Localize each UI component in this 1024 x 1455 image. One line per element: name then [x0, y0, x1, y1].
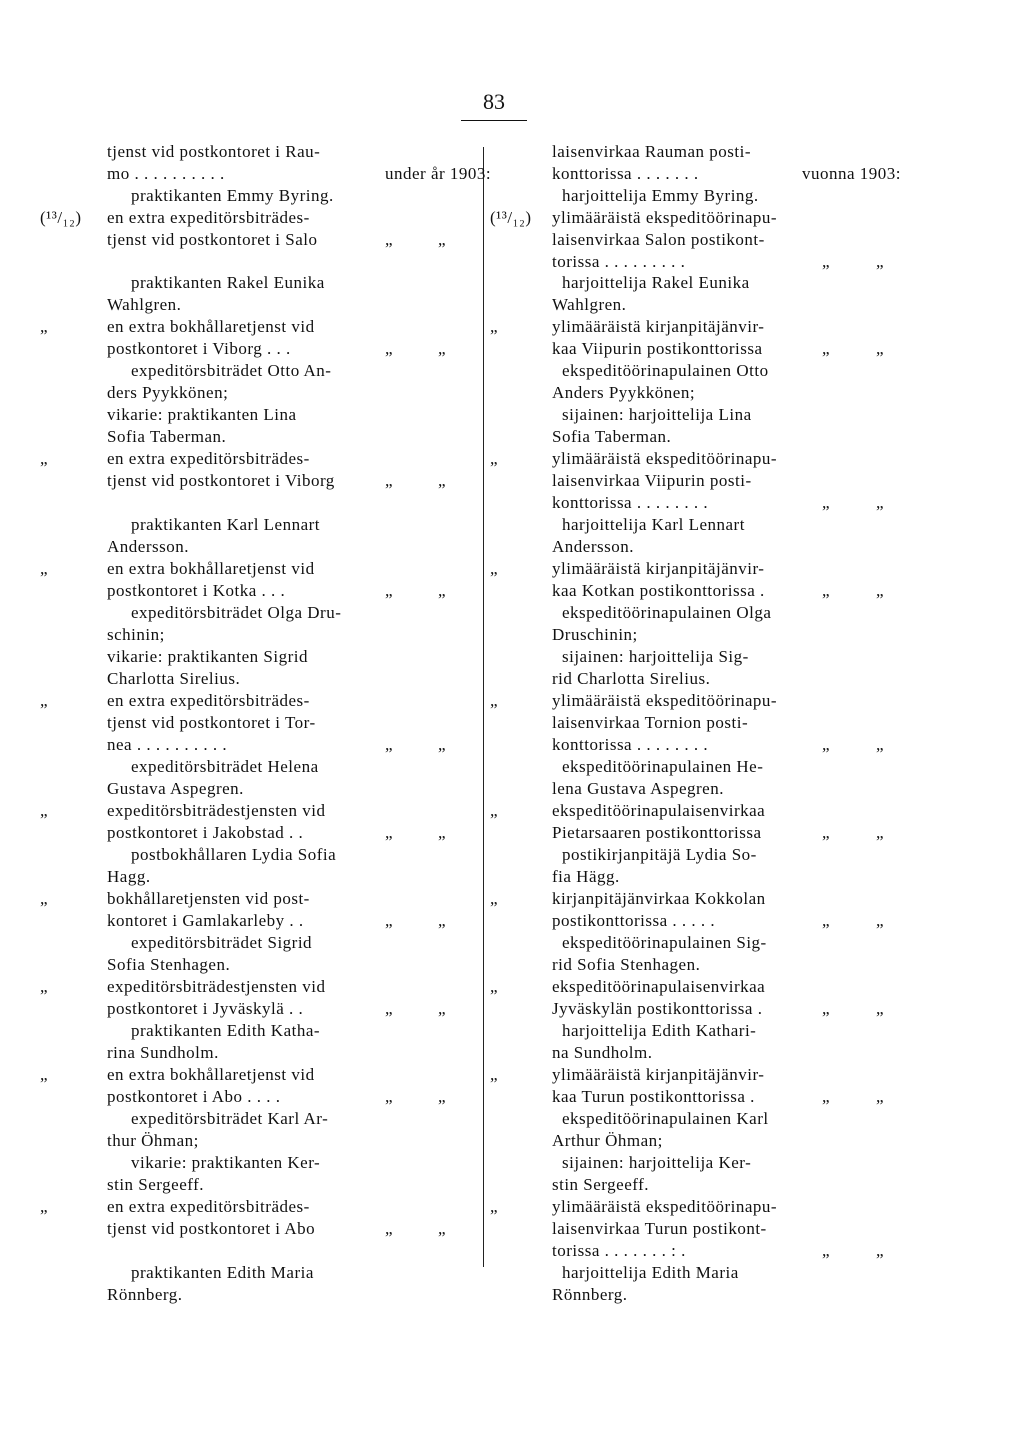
line-text: Druschinin; [552, 625, 638, 644]
line-text: vikarie: praktikanten Ker- [131, 1153, 321, 1172]
line-text: laisenvirkaa Viipurin posti- [552, 471, 752, 490]
line-text: kontoret i Gamlakarleby . . [107, 911, 304, 930]
ditto-mark: „ [822, 1087, 831, 1106]
line-text: tjenst vid postkontoret i Viborg [107, 471, 335, 490]
line-text: vikarie: praktikanten Sigrid [107, 647, 308, 666]
ditto-mark: „ [438, 911, 447, 930]
line-text: en extra bokhållaretjenst vid [107, 317, 315, 336]
line-text: Pietarsaaren postikonttorissa [552, 823, 762, 842]
line-text: en extra bokhållaretjenst vid [107, 1065, 315, 1084]
line-text: expeditörsbiträdestjensten vid [107, 977, 326, 996]
line-text: en extra bokhållaretjenst vid [107, 559, 315, 578]
ditto-mark: „ [876, 999, 885, 1018]
ditto-mark: „ [385, 911, 394, 930]
line-text: expeditörsbiträdet Sigrid [131, 933, 313, 952]
ditto-mark: „ [438, 1087, 447, 1106]
ditto-mark: „ [876, 823, 885, 842]
ditto-mark: „ [385, 999, 394, 1018]
line-text: ekspeditöörinapulainen He- [562, 757, 764, 776]
line-marker: (¹³/₁₂) [490, 208, 532, 227]
line-marker: „ [490, 1065, 499, 1084]
line-text: postkontoret i Kotka . . . [107, 581, 286, 600]
line-text: en extra expeditörsbiträdes- [107, 449, 310, 468]
page-number: 83 [461, 88, 527, 121]
ditto-mark: „ [876, 581, 885, 600]
column-divider [483, 147, 484, 1267]
line-text: Rönnberg. [107, 1285, 183, 1304]
line-text: ders Pyykkönen; [107, 383, 229, 402]
ditto-mark: „ [822, 911, 831, 930]
line-text: kaa Viipurin postikonttorissa [552, 339, 763, 358]
line-marker: „ [490, 977, 499, 996]
line-text: ekspeditöörinapulainen Olga [562, 603, 772, 622]
ditto-mark: „ [876, 911, 885, 930]
line-text: Sofia Taberman. [552, 427, 672, 446]
line-text: harjoittelija Edith Kathari- [562, 1021, 757, 1040]
ditto-mark: „ [822, 493, 831, 512]
line-marker: „ [40, 317, 49, 336]
line-text: konttorissa . . . . . . . . [552, 493, 709, 512]
line-text: tjenst vid postkontoret i Salo [107, 230, 318, 249]
line-text: Charlotta Sirelius. [107, 669, 241, 688]
line-text: bokhållaretjensten vid post- [107, 889, 310, 908]
line-marker: „ [40, 1065, 49, 1084]
ditto-mark: „ [385, 339, 394, 358]
ditto-mark: „ [876, 252, 885, 271]
line-text: Wahlgren. [552, 295, 627, 314]
line-text: konttorissa . . . . . . . [552, 164, 699, 183]
line-text: Anders Pyykkönen; [552, 383, 696, 402]
line-text: sijainen: harjoittelija Lina [562, 405, 752, 424]
line-text: Hagg. [107, 867, 151, 886]
line-text: praktikanten Rakel Eunika [131, 273, 325, 292]
ditto-mark: „ [822, 581, 831, 600]
line-text: Rönnberg. [552, 1285, 628, 1304]
line-text: sijainen: harjoittelija Ker- [562, 1153, 752, 1172]
line-text: expeditörsbiträdet Karl Ar- [131, 1109, 329, 1128]
ditto-mark: „ [438, 999, 447, 1018]
line-text: stin Sergeeff. [552, 1175, 650, 1194]
line-text: ylimääräistä kirjanpitäjänvir- [552, 317, 765, 336]
line-text: ylimääräistä ekspeditöörinapu- [552, 449, 778, 468]
line-marker: „ [490, 559, 499, 578]
ditto-mark: „ [385, 735, 394, 754]
line-text: postbokhållaren Lydia Sofia [131, 845, 337, 864]
line-text: thur Öhman; [107, 1131, 199, 1150]
ditto-mark: „ [822, 735, 831, 754]
line-text: Sofia Taberman. [107, 427, 227, 446]
line-text: expeditörsbiträdet Olga Dru- [131, 603, 342, 622]
ditto-mark: „ [438, 581, 447, 600]
line-marker: „ [40, 977, 49, 996]
line-text: expeditörsbiträdet Otto An- [131, 361, 332, 380]
line-text: harjoittelija Emmy Byring. [562, 186, 759, 205]
line-text: Sofia Stenhagen. [107, 955, 231, 974]
line-text: ekspeditöörinapulaisenvirkaa [552, 977, 766, 996]
line-text: ylimääräistä kirjanpitäjänvir- [552, 1065, 765, 1084]
line-marker: „ [40, 889, 49, 908]
line-text: praktikanten Emmy Byring. [131, 186, 334, 205]
line-text: postkontoret i Viborg . . . [107, 339, 291, 358]
line-text: vikarie: praktikanten Lina [107, 405, 297, 424]
line-text: laisenvirkaa Turun postikont- [552, 1219, 767, 1238]
ditto-mark: „ [822, 1241, 831, 1260]
line-text: ekspeditöörinapulainen Otto [562, 361, 769, 380]
ditto-mark: „ [876, 1087, 885, 1106]
ditto-mark: „ [822, 823, 831, 842]
line-text: ekspeditöörinapulainen Sig- [562, 933, 767, 952]
line-marker: „ [490, 691, 499, 710]
year-note: vuonna 1903: [802, 164, 902, 183]
line-text: tjenst vid postkontoret i Rau- [107, 142, 321, 161]
line-text: Gustava Aspegren. [107, 779, 244, 798]
line-marker: „ [40, 691, 49, 710]
line-text: laisenvirkaa Salon postikont- [552, 230, 765, 249]
line-text: ylimääräistä ekspeditöörinapu- [552, 691, 778, 710]
year-note: under år 1903: [385, 164, 492, 183]
line-text: ylimääräistä kirjanpitäjänvir- [552, 559, 765, 578]
ditto-mark: „ [438, 1219, 447, 1238]
ditto-mark: „ [438, 230, 447, 249]
line-text: tjenst vid postkontoret i Abo [107, 1219, 316, 1238]
ditto-mark: „ [385, 1219, 394, 1238]
line-text: expeditörsbiträdestjensten vid [107, 801, 326, 820]
line-text: praktikanten Edith Katha- [131, 1021, 321, 1040]
line-text: kaa Kotkan postikonttorissa . [552, 581, 765, 600]
line-text: harjoittelija Karl Lennart [562, 515, 745, 534]
line-marker: „ [490, 1197, 499, 1216]
line-marker: „ [40, 559, 49, 578]
line-marker: „ [490, 889, 499, 908]
line-text: rid Sofia Stenhagen. [552, 955, 701, 974]
line-text: Jyväskylän postikonttorissa . [552, 999, 763, 1018]
line-text: postkontoret i Abo . . . . [107, 1087, 281, 1106]
ditto-mark: „ [876, 1241, 885, 1260]
ditto-mark: „ [438, 735, 447, 754]
line-text: tjenst vid postkontoret i Tor- [107, 713, 316, 732]
line-text: stin Sergeeff. [107, 1175, 205, 1194]
line-text: na Sundholm. [552, 1043, 653, 1062]
line-text: ylimääräistä ekspeditöörinapu- [552, 1197, 778, 1216]
line-text: postkontoret i Jakobstad . . [107, 823, 304, 842]
line-text: harjoittelija Rakel Eunika [562, 273, 750, 292]
line-text: Andersson. [552, 537, 634, 556]
ditto-mark: „ [876, 735, 885, 754]
line-text: expeditörsbiträdet Helena [131, 757, 319, 776]
line-marker: „ [40, 1197, 49, 1216]
line-text: ekspeditöörinapulainen Karl [562, 1109, 769, 1128]
line-text: Andersson. [107, 537, 189, 556]
line-text: ekspeditöörinapulaisenvirkaa [552, 801, 766, 820]
line-text: harjoittelija Edith Maria [562, 1263, 739, 1282]
line-text: laisenvirkaa Tornion posti- [552, 713, 749, 732]
ditto-mark: „ [876, 339, 885, 358]
line-marker: „ [490, 449, 499, 468]
ditto-mark: „ [876, 493, 885, 512]
ditto-mark: „ [385, 1087, 394, 1106]
ditto-mark: „ [438, 471, 447, 490]
line-text: konttorissa . . . . . . . . [552, 735, 709, 754]
ditto-mark: „ [385, 581, 394, 600]
line-text: kaa Turun postikonttorissa . [552, 1087, 755, 1106]
line-text: rina Sundholm. [107, 1043, 219, 1062]
ditto-mark: „ [822, 999, 831, 1018]
ditto-mark: „ [822, 339, 831, 358]
line-text: laisenvirkaa Rauman posti- [552, 142, 752, 161]
line-text: kirjanpitäjänvirkaa Kokkolan [552, 889, 766, 908]
line-marker: „ [490, 317, 499, 336]
ditto-mark: „ [385, 823, 394, 842]
line-text: torissa . . . . . . . . . [552, 252, 686, 271]
line-text: postikirjanpitäjä Lydia So- [562, 845, 757, 864]
line-text: rid Charlotta Sirelius. [552, 669, 711, 688]
line-text: sijainen: harjoittelija Sig- [562, 647, 749, 666]
line-text: Wahlgren. [107, 295, 182, 314]
line-marker: „ [490, 801, 499, 820]
line-marker: (¹³/₁₂) [40, 208, 82, 227]
ditto-mark: „ [822, 252, 831, 271]
line-text: en extra expeditörsbiträdes- [107, 1197, 310, 1216]
line-text: ylimääräistä ekspeditöörinapu- [552, 208, 778, 227]
line-marker: „ [40, 801, 49, 820]
line-text: praktikanten Edith Maria [131, 1263, 314, 1282]
ditto-mark: „ [438, 823, 447, 842]
line-text: schinin; [107, 625, 165, 644]
line-text: en extra expeditörsbiträdes- [107, 208, 310, 227]
line-text: nea . . . . . . . . . . [107, 735, 228, 754]
ditto-mark: „ [385, 230, 394, 249]
line-text: en extra expeditörsbiträdes- [107, 691, 310, 710]
ditto-mark: „ [438, 339, 447, 358]
ditto-mark: „ [385, 471, 394, 490]
line-text: postikonttorissa . . . . . [552, 911, 716, 930]
line-text: praktikanten Karl Lennart [131, 515, 321, 534]
line-text: Arthur Öhman; [552, 1131, 663, 1150]
line-text: torissa . . . . . . . : . [552, 1241, 686, 1260]
line-text: mo . . . . . . . . . . [107, 164, 225, 183]
line-text: fia Hägg. [552, 867, 620, 886]
line-text: postkontoret i Jyväskylä . . [107, 999, 304, 1018]
line-marker: „ [40, 449, 49, 468]
line-text: lena Gustava Aspegren. [552, 779, 724, 798]
